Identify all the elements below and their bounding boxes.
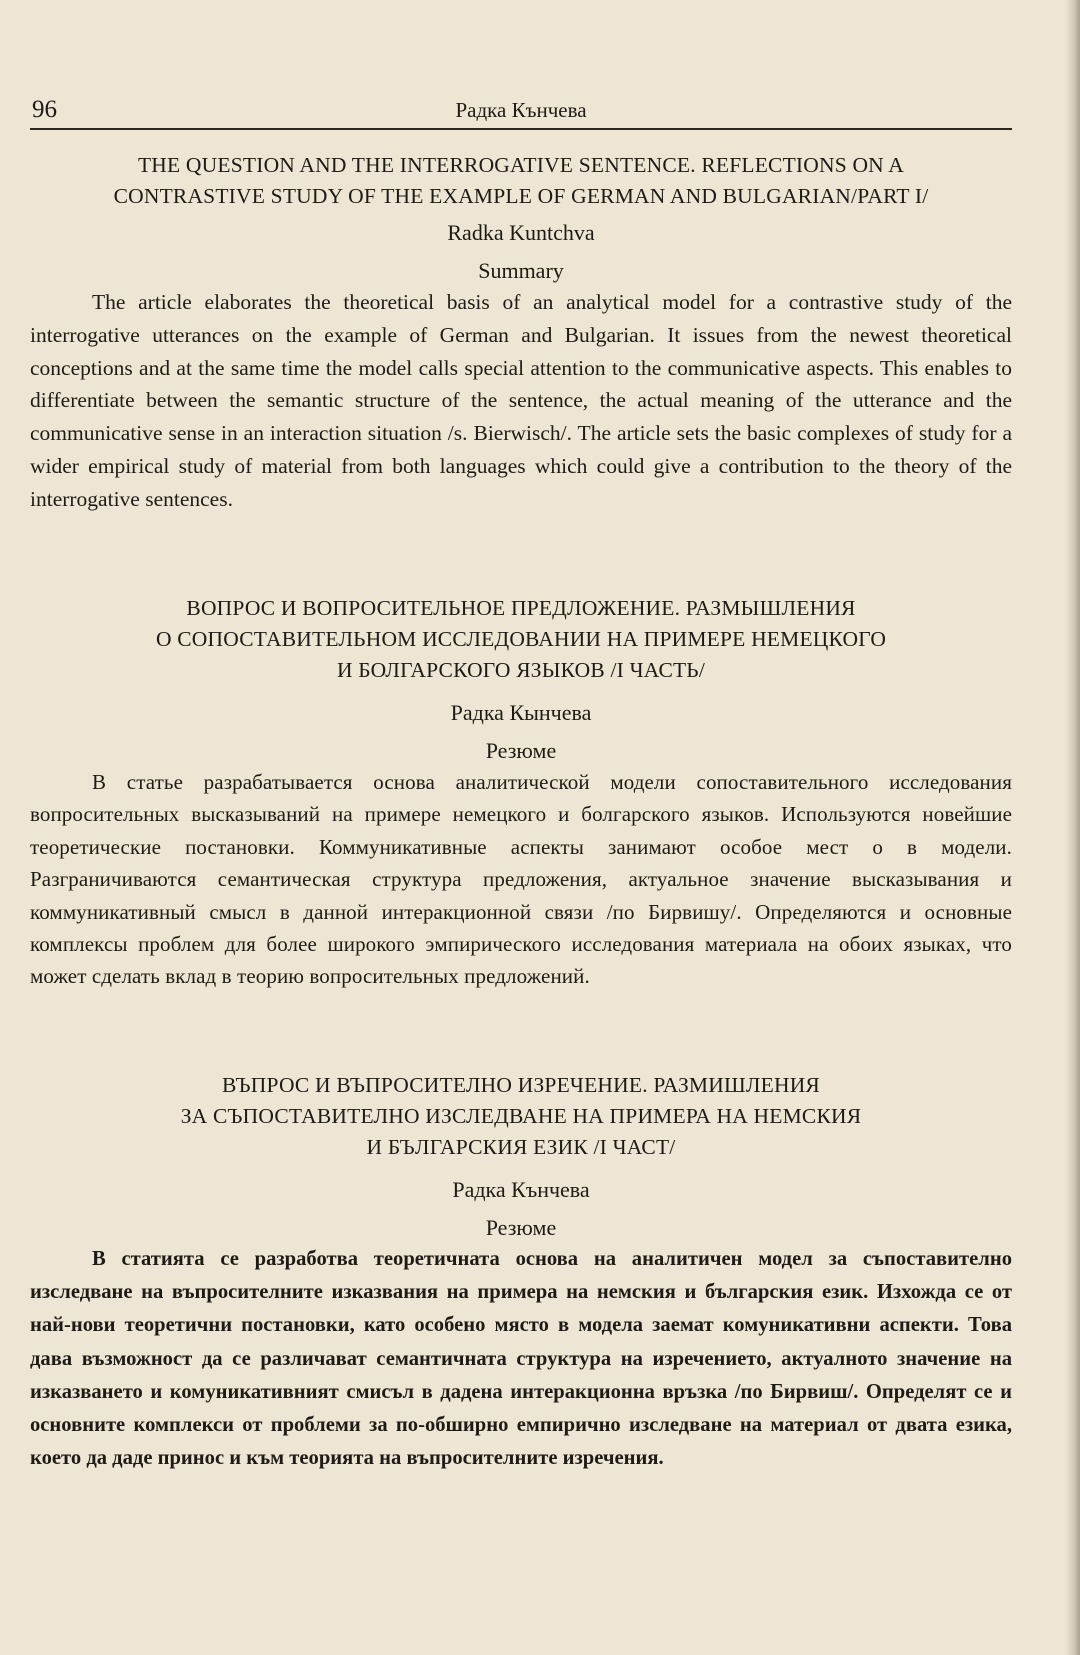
bulgarian-summary-heading: Резюме: [485, 1215, 557, 1240]
russian-author: Радка Кынчева: [450, 700, 592, 725]
russian-summary-heading: Резюме: [485, 738, 557, 763]
running-head-author: Радка Кънчева: [455, 98, 587, 122]
bulgarian-title: [30, 1070, 1012, 1163]
bulgarian-summary-body: В статията се разработва теоретичната основа на аналитичен модел за съпоставително изследване на въпросителните изказвания на примера на немския и българския език. Изхожда се от най-нови теоретични постановки, като особено място в модела заемат комуникативни аспекти. Това дава възможност да се различават семантичната структура на изречението, актуалното значение на изказването и комуникативният смисъл в дадена интеракционна връзка /по Бирвиш/. Определят се и основните комплекси от проблеми за по-обширно емпирично изследване на материал от двата езика, което да даде принос и към теорията на въпросителните изречения.: [30, 1248, 1012, 1470]
running-head: [30, 88, 1012, 130]
english-title-line-2: CONTRASTIVE STUDY OF THE EXAMPLE OF GERMAN AND BULGARIAN/PART I/: [113, 184, 929, 208]
russian-title: [30, 593, 1012, 686]
russian-title-line-1: ВОПРОС И ВОПРОСИТЕЛЬНОЕ ПРЕДЛОЖЕНИЕ. РАЗМЫШЛЕНИЯ: [186, 596, 856, 620]
english-title-line-1: THE QUESTION AND THE INTERROGATIVE SENTENCE. REFLECTIONS ON A: [137, 153, 905, 177]
page-number: 96: [32, 96, 57, 123]
english-summary-body: The article elaborates the theoretical basis of an analytical model for a contrastive study of the interrogative utterances on the example of German and Bulgarian. It issues from the newest theoretical conceptions and at the same time the model calls special attention to the communicative aspects. This enables to differentiate between the semantic structure of the sentence, the actual meaning of the utterance and the communicative sense in an interaction situation /s. Bierwisch/. The article sets the basic complexes of study for a wider empirical study of material from both languages which could give a contribution to the theory of the interrogative sentences.: [30, 290, 1012, 511]
english-summary-section: [30, 150, 1012, 516]
bulgarian-title-line-2: ЗА СЪПОСТАВИТЕЛНО ИЗСЛЕДВАНЕ НА ПРИМЕРА НА НЕМСКИЯ: [180, 1104, 862, 1128]
bulgarian-summary-section: [30, 1070, 1012, 1475]
page-edge-shadow: [1066, 0, 1080, 1655]
page: [30, 88, 1012, 1470]
bulgarian-author: Радка Кънчева: [452, 1177, 590, 1202]
russian-title-line-2: О СОПОСТАВИТЕЛЬНОМ ИССЛЕДОВАНИИ НА ПРИМЕРЕ НЕМЕЦКОГО: [155, 627, 887, 651]
english-summary-heading: Summary: [478, 258, 564, 283]
bulgarian-title-line-1: ВЪПРОС И ВЪПРОСИТЕЛНО ИЗРЕЧЕНИЕ. РАЗМИШЛЕНИЯ: [222, 1073, 820, 1097]
russian-summary-body: В статье разрабатывается основа аналитической модели сопоставительного исследования вопросительных высказываний на примере немецкого и болгарского языков. Используются новейшие теоретические постановки. Коммуникативные аспекты занимают особое мест о в модели. Разграничиваются семантическая структура предложения, актуальное значение высказывания и коммуникативный смысл в данной интеракционной связи /по Бирвишу/. Определяются и основные комплексы проблем для более широкого эмпирического исследования материала на обоих языках, что может сделать вклад в теорию вопросительных предложений.: [30, 770, 1012, 989]
russian-summary-section: [30, 593, 1012, 993]
english-title: [30, 150, 1012, 212]
english-author: Radka Kuntchva: [447, 220, 595, 245]
bulgarian-title-line-3: И БЪЛГАРСКИЯ ЕЗИК /I ЧАСТ/: [366, 1135, 676, 1159]
russian-title-line-3: И БОЛГАРСКОГО ЯЗЫКОВ /I ЧАСТЬ/: [336, 658, 706, 682]
